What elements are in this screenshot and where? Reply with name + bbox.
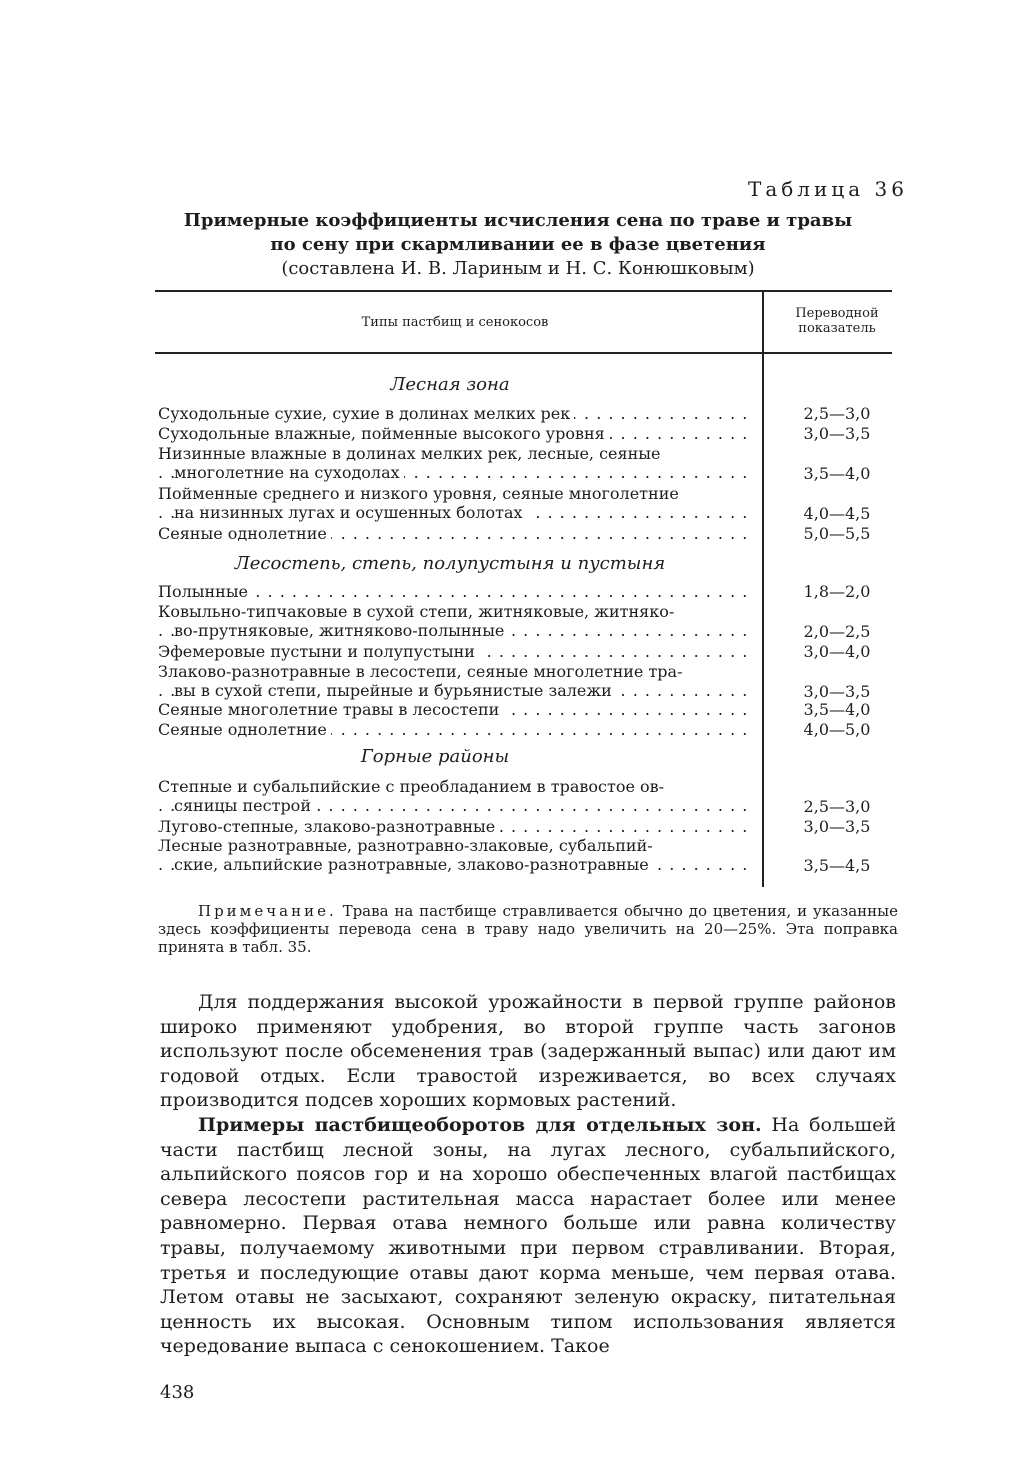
row-text: Степные и субальпийские с преобладанием в травостое ов- [158,777,668,796]
row-text: во-прутняковые, житняково-полынные [174,621,508,640]
row-text: Суходольные сухие, сухие в долинах мелких рек [158,404,574,423]
row-text: многолетние на суходолах [174,463,404,482]
table-row [158,720,752,739]
row-text: Лугово-степные, злаково-разнотравные [158,817,499,836]
table-row [158,444,752,482]
row-text: Злаково-разнотравные в лесостепи, сеяные многолетние тра- [158,662,687,681]
row-value: 4,0—5,0 [803,720,871,739]
table-column-divider [762,290,764,887]
table-row [158,777,752,815]
body-text [160,990,896,1359]
table-row [158,642,752,661]
row-text: Лесные разнотравные, разнотравно-злаковые, субальпий- [158,836,657,855]
row-value: 5,0—5,5 [803,524,871,543]
paragraph: Для поддержания высокой урожайности в первой группе районов широко применяют удобрения, во второй группе часть загонов используют после обсеменения трав (задержанный выпас) или дают им годовой отдых. Если травостой изреживается, во всех случаях производится подсев хороших кормовых растений. [160,991,896,1112]
row-text: Сеяные однолетние [158,720,331,739]
row-value: 3,5—4,0 [803,464,871,483]
section-title-steppe: Лесостепь, степь, полупустыня и пустыня [234,553,666,574]
row-text: сяницы пестрой [174,796,315,815]
page-number: 438 [160,1382,195,1403]
row-text: Пойменные среднего и низкого уровня, сеяные многолетние [158,484,683,503]
table-header-value-line2: показатель [798,321,876,336]
table-label: Таблица 36 [748,177,908,201]
table-row [158,582,752,601]
table-row [158,662,752,700]
row-text: ские, альпийские разнотравные, злаково-разнотравные [174,855,653,874]
table-row [158,404,752,423]
paragraph [160,1113,896,1359]
paragraph-heading: Примеры пастбищеоборотов для отдельных зон. [198,1113,762,1136]
row-text: Сеяные многолетние травы в лесостепи [158,700,503,719]
row-text: Суходольные влажные, пойменные высокого уровня [158,424,609,443]
section-title-mountain: Горные районы [360,746,510,767]
table-row [158,424,752,443]
table-header-value [772,306,902,336]
row-value: 3,0—3,5 [803,682,871,701]
table-note [158,902,898,956]
table-subtitle: (составлена И. В. Лариным и Н. С. Конюшковым) [281,258,755,279]
row-text: Низинные влажные в долинах мелких рек, лесные, сеяные [158,444,664,463]
row-value: 4,0—4,5 [803,504,871,523]
table-header-type: Типы пастбищ и сенокосов [361,315,549,330]
row-text: на низинных лугах и осушенных болотах [174,503,527,522]
row-value: 3,0—3,5 [803,817,871,836]
table-row [158,700,752,719]
note-text: Трава на пастбище стравливается обычно до цветения, и указанные здесь коэффициенты перевода сена в траву надо увеличить на 20—25%. Эта поправка принята в табл. 35. [158,902,898,956]
row-value: 3,0—3,5 [803,424,871,443]
section-title-forest: Лесная зона [390,374,510,395]
table-row [158,524,752,543]
table-title-line2: по сену при скармливании ее в фазе цветения [270,234,766,255]
table-header-value-line1: Переводной [795,306,879,321]
row-text: вы в сухой степи, пырейные и бурьянистые залежи [174,681,616,700]
table-row [158,602,752,640]
row-text: Сеяные однолетние [158,524,331,543]
row-value: 2,0—2,5 [803,622,871,641]
row-value: 3,0—4,0 [803,642,871,661]
row-value: 2,5—3,0 [803,797,871,816]
row-value: 3,5—4,5 [803,856,871,875]
row-value: 2,5—3,0 [803,404,871,423]
table-top-rule [155,290,892,292]
row-text: Ковыльно-типчаковые в сухой степи, житняковые, житняко- [158,602,678,621]
table-title-line1: Примерные коэффициенты исчисления сена по траве и травы [183,210,853,231]
row-value: 3,5—4,0 [803,700,871,719]
note-lead: Примечание. [198,902,337,920]
row-value: 1,8—2,0 [803,582,871,601]
table-row [158,817,752,836]
paragraph-text: На большей части пастбищ лесной зоны, на лугах лесного, субальпийского, альпийского поясов гор и на хорошо обеспеченных влагой пастбищах севера лесостепи растительная масса нарастает более или менее равномерно. Первая отава немного больше или равна количеству травы, получаемому животными при первом стравливании. Вторая, третья и последующие отавы дают корма меньше, чем первая отава. Летом отавы не засыхают, сохраняют зеленую окраску, питательная ценность их высокая. Основным типом использования является чередование выпаса с сенокошением. Такое [160,1113,896,1358]
row-text: Эфемеровые пустыни и полупустыни [158,642,479,661]
table-row [158,484,752,522]
row-text: Полынные [158,582,252,601]
table-header-rule [155,352,892,354]
table-row [158,836,752,874]
